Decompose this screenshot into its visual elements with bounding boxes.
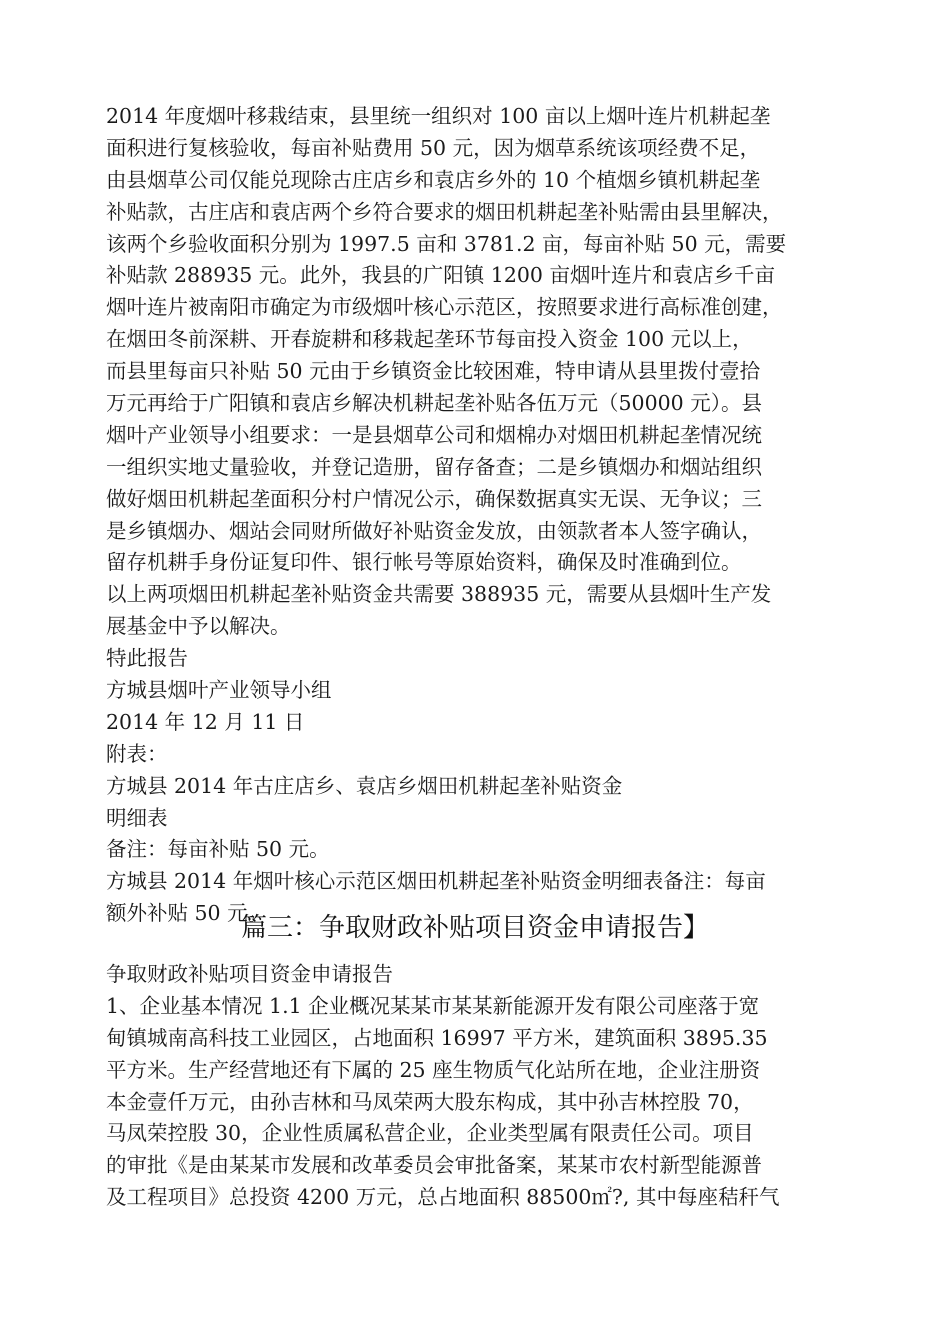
body-line: 是乡镇烟办、烟站会同财所做好补贴资金发放，由领款者本人签字确认，: [106, 518, 762, 543]
signature-date: 2014 年 12 月 11 日: [106, 709, 305, 734]
section-heading: 篇三：争取财政补贴项目资金申请报告】: [240, 913, 709, 943]
body-line: 烟叶连片被南阳市确定为市级烟叶核心示范区，按照要求进行高标准创建，: [106, 295, 783, 320]
appendix-item: 方城县 2014 年古庄店乡、袁店乡烟田机耕起垄补贴资金: [106, 773, 623, 798]
body-line: 甸镇城南高科技工业园区，占地面积 16997 平方米，建筑面积 3895.35: [106, 1025, 768, 1050]
body-line: 留存机耕手身份证复印件、银行帐号等原始资料，确保及时准确到位。: [106, 550, 742, 575]
body-line: 补贴款 288935 元。此外，我县的广阳镇 1200 亩烟叶连片和袁店乡千亩: [106, 263, 775, 288]
body-line: 平方米。生产经营地还有下属的 25 座生物质气化站所在地，企业注册资: [106, 1057, 761, 1082]
body-line: 本金壹仟万元，由孙吉林和马凤荣两大股东构成，其中孙吉林控股 70，: [106, 1089, 754, 1114]
body-line: 万元再给于广阳镇和袁店乡解决机耕起垄补贴各伍万元（50000 元）。县: [106, 391, 762, 416]
body-line: 该两个乡验收面积分别为 1997.5 亩和 3781.2 亩，每亩补贴 50 元，需要: [106, 231, 787, 256]
body-line: 及工程项目》总投资 4200 万元，总占地面积 88500㎡?, 其中每座秸秆气: [106, 1185, 780, 1210]
body-line: 马凤荣控股 30，企业性质属私营企业，企业类型属有限责任公司。项目: [106, 1121, 754, 1146]
appendix-item: 额外补贴 50 元。: [106, 901, 269, 926]
section-subtitle: 争取财政补贴项目资金申请报告: [106, 962, 393, 986]
appendix-item: 明细表: [106, 805, 168, 830]
body-line: 而县里每亩只补贴 50 元由于乡镇资金比较困难，特申请从县里拨付壹拾: [106, 359, 761, 384]
body-line: 面积进行复核验收，每亩补贴费用 50 元，因为烟草系统该项经费不足，: [106, 135, 761, 160]
body-line: 以上两项烟田机耕起垄补贴资金共需要 388935 元，需要从县烟叶生产发: [106, 582, 772, 607]
body-line: 一组织实地丈量验收，并登记造册，留存备查；二是乡镇烟办和烟站组织: [106, 454, 762, 479]
report-body-section-one: [106, 101, 876, 930]
body-line: 2014 年度烟叶移栽结束，县里统一组织对 100 亩以上烟叶连片机耕起垄: [106, 104, 771, 128]
body-line: 做好烟田机耕起垄面积分村户情况公示，确保数据真实无误、无争议；三: [106, 486, 762, 511]
body-line: 1、企业基本情况 1.1 企业概况某某市某某新能源开发有限公司座落于宽: [106, 993, 760, 1018]
signature-organization: 方城县烟叶产业领导小组: [106, 678, 332, 703]
appendix-item: 方城县 2014 年烟叶核心示范区烟田机耕起垄补贴资金明细表备注：每亩: [106, 869, 766, 894]
body-line: 的审批《是由某某市发展和改革委员会审批备案，某某市农村新型能源普: [106, 1153, 762, 1178]
appendix-label: 附表：: [106, 741, 168, 766]
body-line: 展基金中予以解决。: [106, 614, 291, 639]
closing-phrase: 特此报告: [106, 646, 188, 671]
report-body-section-three: [106, 959, 876, 1214]
body-line: 补贴款，古庄店和袁店两个乡符合要求的烟田机耕起垄补贴需由县里解决，: [106, 199, 783, 224]
body-line: 烟叶产业领导小组要求：一是县烟草公司和烟棉办对烟田机耕起垄情况统: [106, 422, 762, 447]
body-line: 由县烟草公司仅能兑现除古庄店乡和袁店乡外的 10 个植烟乡镇机耕起垄: [106, 167, 761, 192]
appendix-note: 备注：每亩补贴 50 元。: [106, 837, 330, 862]
body-line: 在烟田冬前深耕、开春旋耕和移栽起垄环节每亩投入资金 100 元以上，: [106, 327, 753, 352]
